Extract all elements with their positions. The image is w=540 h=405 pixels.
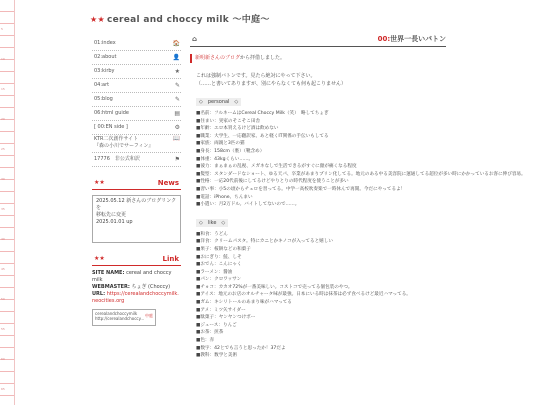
nav-label: 05:blog — [94, 96, 113, 102]
sidebar — [92, 37, 181, 326]
intro-line-2: （……と書いてありますが、別にやらなくても何も起こりません） — [196, 81, 347, 87]
list-item: ■和食：うどん — [196, 231, 228, 237]
news-item: 移転先に変更 — [96, 212, 127, 218]
list-item: ■色：赤 — [196, 338, 215, 344]
ruler-tick-label: 45 — [1, 267, 5, 271]
nav-label-2: 『森の小川でサーフィン』 — [94, 143, 154, 149]
list-item: ■ジュース：りんご — [196, 322, 237, 328]
list-item: ■アメ：ミツ矢サイダー — [196, 307, 246, 313]
site-name-label: SITE NAME: — [92, 270, 125, 276]
source-note-text: から拝借しました。 — [240, 55, 286, 61]
list-item: ■身長：158cm（裏）（靴含め） — [196, 148, 265, 154]
main-header — [190, 32, 446, 47]
person-icon: 👤 — [172, 54, 180, 61]
ruler-tick-label: 30 — [1, 177, 5, 181]
nav-item-kirby[interactable] — [92, 65, 181, 79]
site-title — [90, 12, 270, 25]
nav-label: 17776 非公式和訳 — [94, 156, 140, 162]
ruler-tick-label: 15 — [1, 87, 5, 91]
left-ruler — [0, 0, 15, 405]
personal-list — [190, 110, 526, 209]
list-item: ■家族：両親と3匹の猫 — [196, 141, 245, 147]
banner-text: cerealandchoccymilk — [95, 311, 138, 316]
book-icon: 📖 — [172, 135, 180, 142]
nav-label: [ 00:EN side ] — [94, 124, 128, 130]
link-info — [92, 270, 181, 305]
list-item: ■髪型：スタンダードなショート、ゆる天パ、卒業があまりプリン化してる。地元のある中る美容院に運通してる超位が多い時にかかっているお客に伸び容易。 — [196, 171, 526, 177]
ruler-tick-label: 20 — [1, 117, 5, 121]
page-number: 00: — [377, 35, 391, 43]
webmaster-label: WEBMASTER: — [92, 284, 130, 290]
ruler-tick-label: 25 — [1, 147, 5, 151]
doc-icon: ▤ — [174, 110, 180, 117]
list-item: ■果子：桜餅などの和菓子 — [196, 246, 251, 252]
news-title: News — [157, 179, 179, 187]
list-item: ■おでん：こんにゃく — [196, 262, 242, 268]
list-item: ■体重：43kgくらい……。 — [196, 156, 254, 162]
news-box[interactable] — [92, 195, 181, 243]
site-url-link[interactable]: https://cerealandchoccymilk.neocities.org — [92, 291, 179, 304]
news-item: 2025.05.12 新さんのブログリンクを — [96, 198, 177, 211]
site-title-text: cereal and choccy milk 〜中庭〜 — [106, 15, 270, 25]
list-item: ■年齢：エロ本買えるけど酒は飲めない — [196, 126, 279, 132]
list-item: ■習い事：小5の頃からチェロを習ってる。中学一高校吹奏楽で一時休んで再開。今だにやってるよ！ — [196, 186, 406, 192]
list-item: ■洋食：クリームパスタ。特にカニとかキノコが入ってると嬉しい — [196, 239, 333, 245]
nav-item-17776[interactable] — [92, 153, 181, 167]
like-section-header: ◇ like ◇ — [196, 219, 228, 227]
intro-text — [190, 72, 446, 88]
ruler-tick-label: 40 — [1, 237, 5, 241]
banner-sub: http://cerealandchoccy... — [95, 316, 145, 321]
list-item: ■チョコ：カカオ72%が一番美味しい。コストコで売ってる個包装のやつ。 — [196, 284, 353, 290]
url-label: URL: — [92, 291, 106, 297]
news-header — [92, 177, 181, 190]
nav-item-html-guide[interactable] — [92, 107, 181, 121]
list-item: ■ラーメン：醤油 — [196, 269, 233, 275]
news-stars-icon: ★★ — [94, 179, 105, 186]
intro-line-1: これは強制バトンです。見たら絶対にやって下さい。 — [196, 73, 316, 79]
link-header — [92, 253, 181, 266]
ruler-tick-label: 55 — [1, 327, 5, 331]
nav-item-index[interactable] — [92, 37, 181, 51]
ruler-tick-label: 65 — [1, 387, 5, 391]
nav-label: 06:html guide — [94, 110, 130, 116]
brush-icon: ✎ — [174, 82, 180, 89]
list-item: ■ガム：キシリトールのあまり味がハマってる — [196, 300, 292, 306]
ruler-tick-label: 60 — [1, 357, 5, 361]
home-icon: 🏠 — [172, 40, 180, 47]
main-content — [190, 32, 526, 360]
nav-label: 03:kirby — [94, 68, 115, 74]
link-title: Link — [162, 255, 179, 263]
nav-label: 01:index — [94, 40, 116, 46]
nav-item-en-side[interactable] — [92, 121, 181, 135]
page-title: 世界一長いバトン — [390, 35, 446, 43]
nav-label: 02:about — [94, 54, 117, 60]
site-banner[interactable] — [92, 309, 156, 326]
ruler-tick-label: 35 — [1, 207, 5, 211]
flag-icon: ⚑ — [174, 156, 180, 163]
source-note — [190, 54, 446, 63]
personal-section-header: ◇ personal ◇ — [196, 98, 241, 106]
site-name-value: cereal and choccy milk — [92, 270, 172, 283]
ruler-tick-label: 10 — [1, 57, 5, 61]
home-icon[interactable]: ⌂ — [192, 35, 198, 43]
pen-icon: ✎ — [174, 96, 180, 103]
list-item: ■住まい：実家のそこそこ田舎 — [196, 118, 261, 124]
ruler-tick-label: 5 — [1, 27, 3, 31]
list-item: ■職業：大学生、一応翻訳家、あと軽くIT関係の手伝いもしてる — [196, 133, 329, 139]
nav-item-about[interactable] — [92, 51, 181, 65]
ruler-tick-label: 50 — [1, 297, 5, 301]
nav-label: 04:art — [94, 82, 110, 88]
list-item: ■パン：クロワッサン — [196, 277, 242, 283]
webmaster-value: ちょぎ (Choccy) — [131, 284, 171, 290]
list-item: ■アイス：地元のお店のオルチャータ味が最強。日本にいる時は抹茶は必ず食べるけど最近ハマってる。 — [196, 292, 411, 298]
globe-icon: ⚙ — [174, 124, 180, 131]
list-item: ■駄菓子：ヤンヤンつけボー — [196, 315, 256, 321]
list-item: ■教科：数学と美術 — [196, 353, 238, 359]
list-item: ■お茶：煎茶 — [196, 330, 224, 336]
title-stars-icon: ★★ — [90, 15, 105, 24]
banner-badge: 中庭 — [145, 313, 153, 318]
news-item: 2025.01.01 up — [96, 219, 133, 225]
source-link[interactable]: 新明新さんのブログ — [195, 55, 241, 61]
nav-item-art[interactable] — [92, 79, 181, 93]
list-item: ■彼力：まぁまぁの乱視、メガネなしで生活できるがすぐに顔が痛くなる程度 — [196, 164, 357, 170]
list-item: ■性格：一応20代前後にしてるけどやりとりの時代程度を使うことが多い — [196, 179, 349, 185]
list-item: ■おにぎり：鮭、しそ — [196, 254, 242, 260]
like-list — [190, 231, 446, 360]
nav-item-ktr[interactable] — [92, 135, 181, 153]
nav-label: KTR二次創作サイト — [94, 136, 139, 142]
nav-item-blog[interactable] — [92, 93, 181, 107]
list-item: ■小遣い：月2万ドル。バイトしてないので……。 — [196, 202, 300, 208]
list-item: ■電話：iPhone、ちんまい — [196, 194, 253, 200]
list-item: ■数字：42とでも言うと思ったか！37だよ — [196, 345, 286, 351]
list-item: ■名前：フルネームはCereal Choccy Milk（笑） 略してちょぎ — [196, 111, 329, 116]
link-stars-icon: ★★ — [94, 255, 105, 262]
star-icon: ★ — [174, 68, 180, 75]
